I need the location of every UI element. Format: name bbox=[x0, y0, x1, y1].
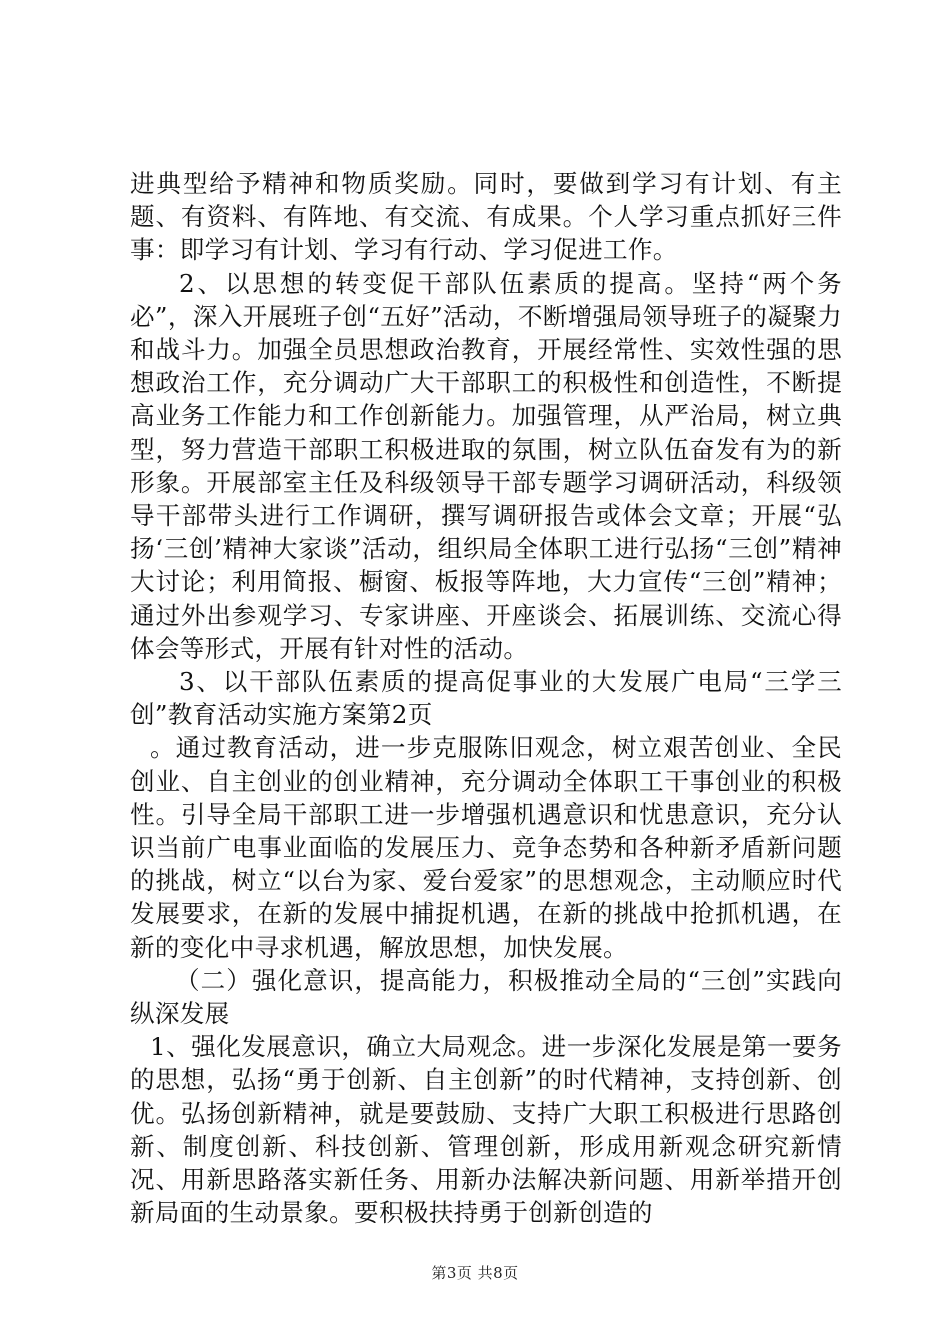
page-footer: 第3页 共8页 bbox=[431, 1264, 519, 1282]
section-heading-2: （二）强化意识，提高能力，积极推动全局的“三创”实践向纵深发展 bbox=[130, 965, 842, 1029]
paragraph-item-3-body: 。通过教育活动，进一步克服陈旧观念，树立艰苦创业、全民创业、自主创业的创业精神，充分调动全体职工干事创业的积极性。引导全局干部职工进一步增强机遇意识和忧患意识，充分认识当前广电事业面临的发展压力、竞争态势和各种新矛盾新问题的挑战，树立“以台为家、爱台爱家”的思想观念，主动顺应时代发展要求，在新的发展中捕捉机遇，在新的挑战中抢抓机遇，在新的变化中寻求机遇，解放思想，加快发展。 bbox=[130, 733, 842, 962]
paragraph-section-2-item-1: 1、强化发展意识，确立大局观念。进一步深化发展是第一要务的思想，弘扬“勇于创新、自主创新”的时代精神，支持创新、创优。弘扬创新精神，就是要鼓励、支持广大职工积极进行思路创新、制度创新、科技创新、管理创新，形成用新观念研究新情况、用新思路落实新任务、用新办法解决新问题、用新举措开创新局面的生动景象。要积极扶持勇于创新创造的 bbox=[130, 1032, 842, 1228]
paragraph-item-3: 3、以干部队伍素质的提高促事业的大发展广电局“三学三创”教育活动实施方案第2页 bbox=[130, 667, 842, 730]
paragraph-continuation: 进典型给予精神和物质奖励。同时，要做到学习有计划、有主题、有资料、有阵地、有交流、有成果。个人学习重点抓好三件事：即学习有计划、学习有行动、学习促进工作。 bbox=[130, 169, 842, 265]
document-body bbox=[130, 167, 842, 1230]
paragraph-item-2: 2、以思想的转变促干部队伍素质的提高。坚持“两个务必”，深入开展班子创“五好”活动，不断增强局领导班子的凝聚力和战斗力。加强全员思想政治教育，开展经常性、实效性强的思想政治工作，充分调动广大干部职工的积极性和创造性，不断提高业务工作能力和工作创新能力。加强管理，从严治局，树立典型，努力营造干部职工积极进取的氛围，树立队伍奋发有为的新形象。开展部室主任及科级领导干部专题学习调研活动，科级领导干部带头进行工作调研，撰写调研报告或体会文章；开展“弘扬‘三创’精神大家谈”活动，组织局全体职工进行弘扬“三创”精神大讨论；利用简报、橱窗、板报等阵地，大力宣传“三创”精神；通过外出参观学习、专家讲座、开座谈会、拓展训练、交流心得体会等形式，开展有针对性的活动。 bbox=[130, 268, 842, 663]
